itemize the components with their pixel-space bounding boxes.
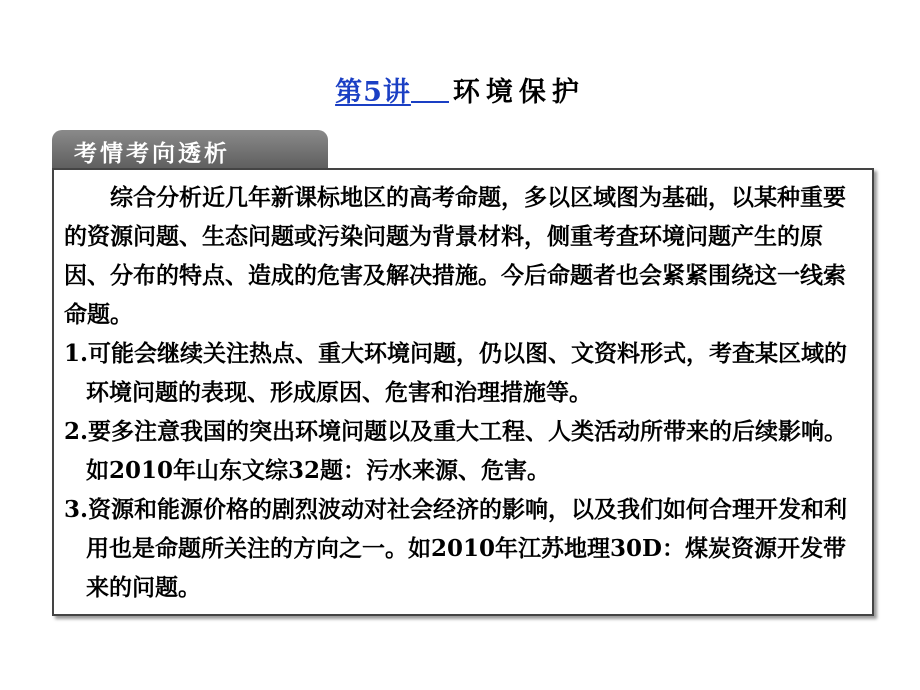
list-item-1: 1.可能会继续关注热点、重大环境问题，仍以图、文资料形式，考查某区域的环境问题的表现、形成原因、危害和治理措施等。	[64, 340, 848, 406]
lesson-topic: 环境保护	[452, 77, 585, 108]
section-tab	[52, 130, 328, 168]
list-item-3: 3.资源和能源价格的剧烈波动对社会经济的影响，以及我们如何合理开发和利用也是命题所关注的方向之一。如2010年江苏地理30D：煤炭资源开发带来的问题。	[64, 496, 848, 601]
page-title	[0, 70, 920, 109]
play-arrow-icon[interactable]	[358, 139, 369, 157]
section-tab-label: 考情考向透析	[74, 141, 230, 167]
list-item-2: 2.要多注意我国的突出环境问题以及重大工程、人类活动所带来的后续影响。如2010年山东文综32题：污水来源、危害。	[64, 418, 848, 484]
intro-paragraph: 综合分析近几年新课标地区的高考命题，多以区域图为基础，以某种重要的资源问题、生态问题或污染问题为背景材料，侧重考查环境问题产生的原因、分布的特点、造成的危害及解决措施。今后命题者也会紧紧围绕这一线索命题。	[64, 184, 846, 328]
lesson-link-underline	[411, 101, 449, 103]
tab-separator	[350, 139, 352, 161]
content-box	[52, 168, 874, 616]
lesson-link[interactable]: 第5讲	[335, 77, 411, 108]
